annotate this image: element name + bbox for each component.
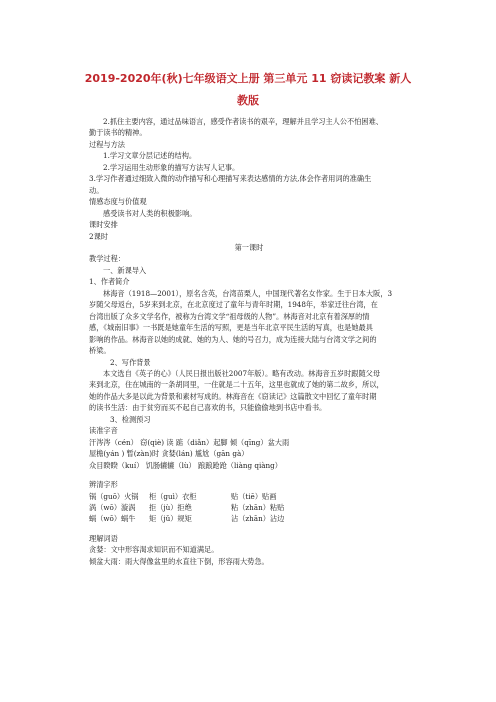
author-heading: 1、作者简介 xyxy=(89,277,130,287)
background-line-4: 的读书生活：由于贫穷而买不起自己喜欢的书，只能偷偷地到书店中看书。 xyxy=(89,403,327,413)
objective-2-line-1: 2.抓住主要内容，通过品味语言，感受作者读书的艰辛，理解并且学习主人公不怕困难、 xyxy=(103,117,383,126)
author-line-6: 桥梁。 xyxy=(89,346,111,356)
pronunciation-row-3: 众目睽睽（kuí） 饥肠辘辘（lù） 踉踉跄跄（liàng qiàng） xyxy=(89,460,282,470)
vocab-item-2: 倾盆大雨：雨大得像盆里的水直往下倒，形容雨大势急。 xyxy=(89,556,269,566)
background-line-3: 她的作品大多是以此为背景和素材写成的。林海音在《窃读记》这篇散文中回忆了童年时期 xyxy=(89,391,377,401)
pronunciation-heading: 读准字音 xyxy=(89,426,118,436)
background-line-1: 本文选自《英子的心》（人民日报出版社2007年版）。略有改动。林海音五岁时跟随父母 xyxy=(103,368,381,378)
author-line-1: 林海音（1918—2001），原名含英，台湾苗栗人，中国现代著名女作家。生于日本大阪，3 xyxy=(103,288,393,298)
pronunciation-row-2: 屋檐(yán ) 暂(zàn)时 贪婪(lán) 尴尬（gān gà） xyxy=(89,449,249,459)
document-title-line-1: 2019-2020年(秋)七年级语文上册 第三单元 11 窃读记教案 新人 xyxy=(84,72,412,85)
glyph-row xyxy=(89,502,409,513)
heading-schedule: 课时安排 xyxy=(89,220,118,230)
heading-teaching-process: 教学过程： xyxy=(89,254,125,264)
glyph-row xyxy=(89,491,409,502)
pronunciation-row-1: 汗涔涔（cén） 窃(qiè) 读 踮（diǎn）起脚 倾（qīng）盆大雨 xyxy=(89,437,290,447)
glyph-cell: 涡（wō）漩涡 xyxy=(89,502,136,512)
document-body xyxy=(89,116,409,567)
emotion-text: 感受读书对人类的积极影响。 xyxy=(103,208,197,218)
author-line-4: 感，《城南旧事》一书既是她童年生活的写照，更是当年北京平民生活的写真，也是她最具 xyxy=(89,323,373,333)
glyph-cell: 柜（guì）衣柜 xyxy=(149,491,197,501)
glyph-cell: 拒（jù）拒绝 xyxy=(149,502,192,512)
method-3-line-2: 动。 xyxy=(89,185,104,195)
vocab-heading: 理解词语 xyxy=(89,533,118,543)
heading-process-method: 过程与方法 xyxy=(89,139,125,149)
glyph-cell: 矩（jǔ）规矩 xyxy=(149,514,192,524)
method-3-line-1: 3.学习作者通过细致入微的动作描写和心理描写来表达感情的方法,体会作者用词的准确生 xyxy=(89,174,372,184)
background-heading: 2、写作背景 xyxy=(110,357,151,367)
author-line-3: 台湾出版了众多文学名作，被称为台湾文学“祖母级的人物”。林海音对北京有着深厚的情 xyxy=(89,311,370,321)
document-title-line-2: 教版 xyxy=(237,94,259,107)
vocab-item-1: 贪婪：文中形容渴求知识而不知道满足。 xyxy=(89,545,219,555)
lesson-one-heading: 第一课时 xyxy=(234,242,264,252)
section-intro-heading: 一、新课导入 xyxy=(103,265,147,275)
heading-emotion-values: 情感态度与价值观 xyxy=(89,197,147,207)
objective-2-line-2: 勤于读书的精神。 xyxy=(89,128,147,138)
glyph-cell: 粘（zhān）粘贴 xyxy=(231,502,285,512)
background-line-2: 来到北京，住在城南的一条胡同里，一住就是二十五年，这里也就成了她的第二故乡，所以， xyxy=(89,380,384,390)
method-1: 1.学习文章分层记述的结构。 xyxy=(103,151,197,161)
schedule-text: 2课时 xyxy=(89,231,108,241)
method-2: 2.学习运用生动形象的描写方法写人记事。 xyxy=(103,162,240,172)
glyph-cell: 锅（guō）火锅 xyxy=(89,491,139,501)
glyph-cell: 蜗（wō）蜗牛 xyxy=(89,514,136,524)
glyph-cell: 贴（tiē）贴画 xyxy=(231,491,277,501)
glyph-row xyxy=(89,513,409,524)
preview-heading: 3、检测预习 xyxy=(110,414,151,424)
author-line-5: 影响的作品。林海音以她的成就、她的为人、她的号召力，成为连接大陆与台湾文学之间的 xyxy=(89,334,377,344)
glyph-cell: 沾（zhān）沾边 xyxy=(231,514,285,524)
author-line-2: 岁随父母返台，5岁来到北京，在北京度过了童年与青年时期，1948年，举家迁往台湾，在 xyxy=(89,300,378,310)
glyph-heading: 辨清字形 xyxy=(89,480,118,490)
